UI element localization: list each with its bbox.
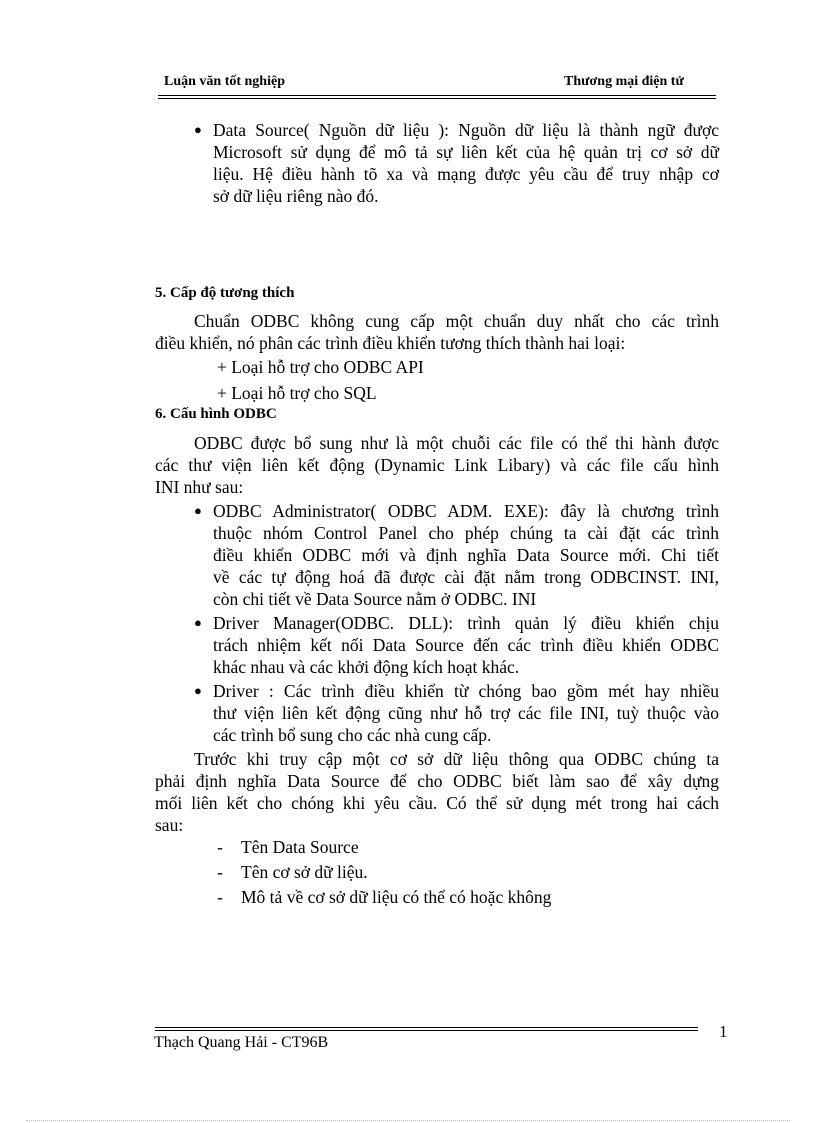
page-number: 1 bbox=[719, 1022, 728, 1041]
dash-item: Mô tả về cơ sở dữ liệu có thể có hoặc không bbox=[241, 887, 552, 907]
bullet-line: thuộc nhóm Control Panel cho phép chúng ta cài đặt các trình bbox=[213, 523, 719, 543]
paragraph-line: Chuẩn ODBC không cung cấp một chuẩn duy nhất cho các trình bbox=[194, 311, 719, 331]
paragraph-line: các thư viện liên kết động (Dynamic Link Libary) và các file cấu hình bbox=[155, 455, 719, 475]
bullet-line: thư viện liên kết động cũng như hỗ trợ các file INI, tuỳ thuộc vào bbox=[213, 703, 719, 723]
bullet-line: còn chi tiết về Data Source nằm ở ODBC. INI bbox=[213, 589, 537, 609]
footer-author: Thạch Quang Hải - CT96B bbox=[154, 1034, 329, 1051]
paragraph-line: Microsoft sử dụng để mô tả sự liên kết của hệ quản trị cơ sở dữ bbox=[213, 142, 719, 162]
running-header-right: Thương mại điện tử bbox=[564, 74, 684, 89]
paragraph-line: ODBC được bổ sung như là một chuỗi các file có thể thi hành được bbox=[194, 433, 719, 453]
bullet-line: Driver Manager(ODBC. DLL): trình quản lý điều khiển chịu bbox=[213, 613, 719, 633]
paragraph-line: Data Source( Nguồn dữ liệu ): Nguồn dữ liệu là thành ngữ được bbox=[213, 120, 719, 140]
paragraph-line: phải định nghĩa Data Source để cho ODBC biết làm sao để xây dựng bbox=[155, 771, 719, 791]
list-item: + Loại hỗ trợ cho SQL bbox=[217, 383, 377, 403]
bullet-glyph: ● bbox=[194, 615, 202, 630]
paragraph-line: điều khiển, nó phân các trình điều khiển tương thích thành hai loại: bbox=[155, 333, 626, 353]
dash-glyph: - bbox=[217, 862, 223, 882]
footer-rule bbox=[155, 1027, 698, 1028]
page-edge-divider bbox=[26, 1120, 790, 1121]
paragraph-line: Trước khi truy cập một cơ sở dữ liệu thông qua ODBC chúng ta bbox=[194, 749, 719, 769]
bullet-line: khác nhau và các khởi động kích hoạt khác. bbox=[213, 657, 520, 677]
footer-rule bbox=[155, 1030, 698, 1031]
bullet-glyph: ● bbox=[194, 503, 202, 518]
bullet-line: điều khiển ODBC mới và định nghĩa Data Source mới. Chi tiết bbox=[213, 545, 719, 565]
list-item: + Loại hỗ trợ cho ODBC API bbox=[217, 357, 424, 377]
bullet-line: về các tự động hoá đã được cài đặt nằm trong ODBCINST. INI, bbox=[213, 567, 719, 587]
section-heading: 5. Cấp độ tương thích bbox=[155, 285, 295, 301]
bullet-glyph: ● bbox=[194, 683, 202, 698]
bullet-line: ODBC Administrator( ODBC ADM. EXE): đây là chương trình bbox=[213, 501, 719, 521]
paragraph-line: mối liên kết cho chóng khi yêu cầu. Có thể sử dụng mét trong hai cách bbox=[155, 793, 719, 813]
section-heading: 6. Cấu hình ODBC bbox=[155, 406, 277, 422]
dash-glyph: - bbox=[217, 837, 223, 857]
header-rule bbox=[158, 95, 716, 96]
paragraph-line: INI như sau: bbox=[155, 477, 244, 497]
dash-item: Tên Data Source bbox=[241, 837, 359, 857]
bullet-line: Driver : Các trình điều khiển từ chóng bao gồm mét hay nhiều bbox=[213, 681, 719, 701]
dash-item: Tên cơ sở dữ liệu. bbox=[241, 862, 368, 882]
header-rule bbox=[158, 98, 716, 99]
bullet-line: trách nhiệm kết nối Data Source đến các trình điều khiển ODBC bbox=[213, 635, 719, 655]
dash-glyph: - bbox=[217, 887, 223, 907]
paragraph-line: sở dữ liệu riêng nào đó. bbox=[213, 186, 379, 206]
paragraph-line: sau: bbox=[155, 815, 184, 835]
bullet-glyph: ● bbox=[194, 122, 202, 137]
running-header-left: Luận văn tốt nghiệp bbox=[164, 74, 285, 89]
bullet-line: các trình bổ sung cho các nhà cung cấp. bbox=[213, 725, 492, 745]
paragraph-line: liệu. Hệ điều hành tõ xa và mạng được yêu cầu để truy nhập cơ bbox=[213, 164, 719, 184]
